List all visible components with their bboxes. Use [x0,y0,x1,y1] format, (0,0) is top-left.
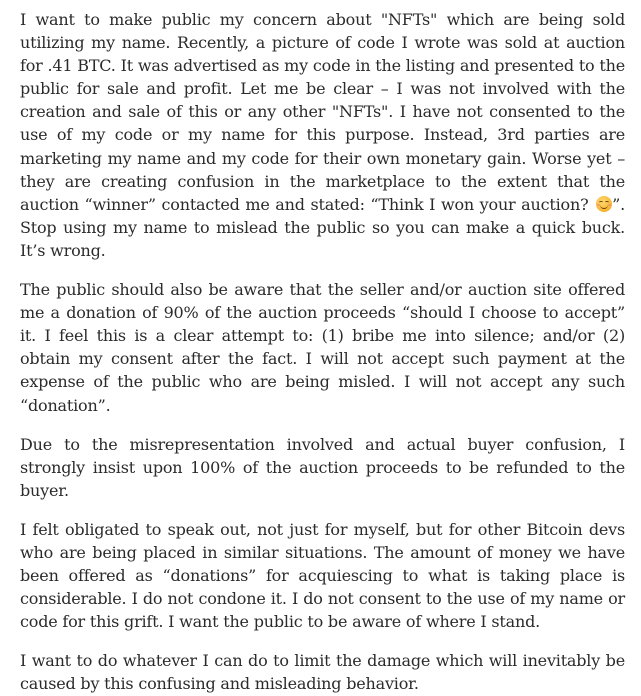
paragraph-1-text-end: ”. Stop using my name to mislead the public so you can make a quick buck. It’s wrong. [20,194,625,260]
smiling-face-emoji-icon [596,196,612,212]
paragraph-3: Due to the misrepresentation involved and actual buyer confusion, I strongly insist upon 100% of the auction proceeds to be refunded to the buyer. [20,434,625,500]
paragraph-1-text-start: I want to make public my concern about "NFTs" which are being sold utilizing my name. Recently, a picture of code I wrote was sold at auction for .41 BTC. It was advertised as my code in the listing and presented to the public for sale and profit. Let me be clear – I was not involved with the creation and sale of this or any other "NFTs". I have not consented to the use of my code or my name for this purpose. Instead, 3rd parties are marketing my name and my code for their own monetary gain. Worse yet – they are creating confusion in the marketplace to the extent that the auction “winner” contacted me and stated: “Think I won your auction? [20,10,625,214]
paragraph-1 [20,8,625,262]
paragraph-5: I want to do whatever I can do to limit the damage which will inevitably be caused by this confusing and misleading behavior. [20,651,625,694]
paragraph-4: I felt obligated to speak out, not just for myself, but for other Bitcoin devs who are being placed in similar situations. The amount of money we have been offered as “donations” for acquiescing to what is taking place is considerable. I do not condone it. I do not consent to the use of my name or code for this grift. I want the public to be aware of where I stand. [20,519,625,632]
paragraph-2: The public should also be aware that the seller and/or auction site offered me a donation of 90% of the auction proceeds “should I choose to accept” it. I feel this is a clear attempt to: (1) bribe me into silence; and/or (2) obtain my consent after the fact. I will not accept such payment at the expense of the public who are being misled. I will not accept any such “donation”. [20,280,625,415]
